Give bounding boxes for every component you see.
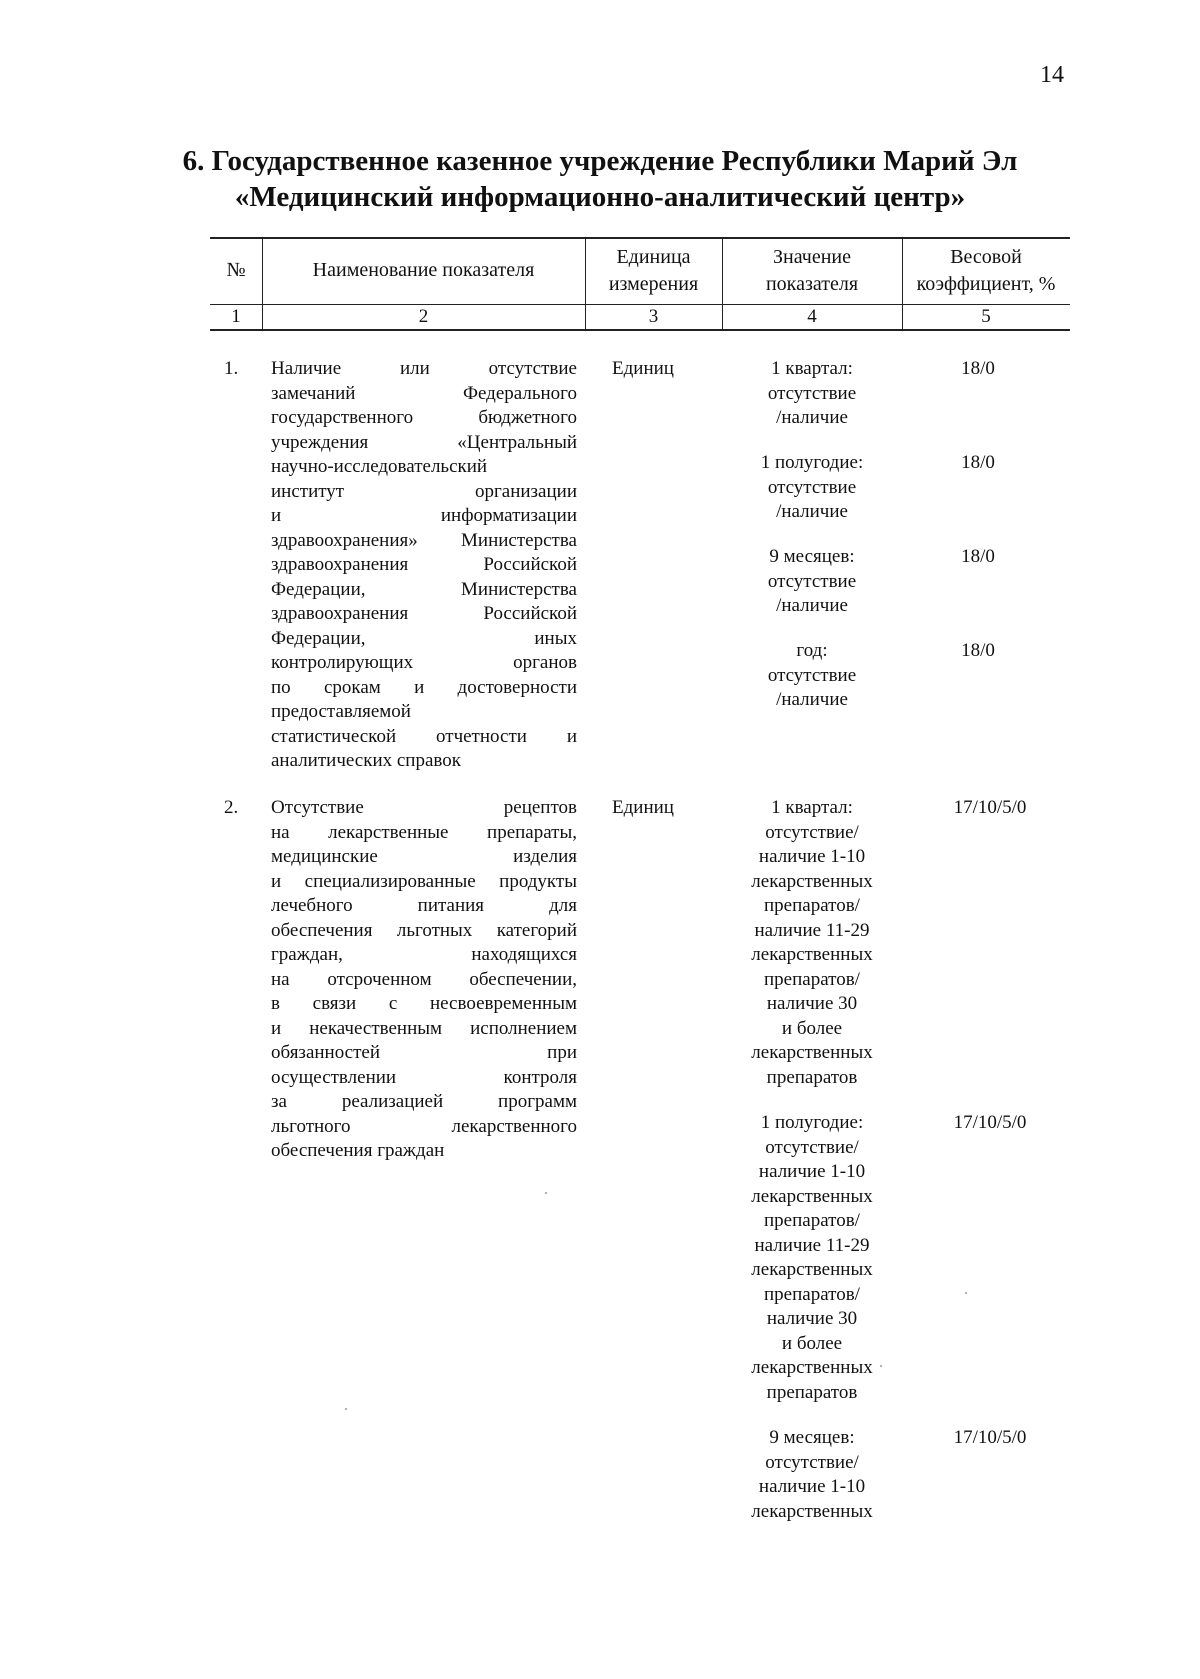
indicator-name-line: на лекарственные препараты, bbox=[271, 821, 577, 843]
page-number: 14 bbox=[1040, 62, 1064, 88]
header-weight-line-2: коэффициент, % bbox=[916, 273, 1056, 295]
period-value-line: препаратов/ bbox=[764, 1210, 860, 1231]
col-number: 5 bbox=[981, 306, 991, 327]
period-value-line: отсутствие bbox=[767, 476, 857, 498]
indicator-name-line: обеспечения льготных категорий bbox=[271, 919, 577, 941]
period-value-line: препаратов/ bbox=[764, 1283, 860, 1305]
row-2-weight: 17/10/5/0 bbox=[953, 1427, 1027, 1448]
scan-speck bbox=[545, 1192, 547, 1194]
row-1-weight: 18/0 bbox=[961, 358, 995, 379]
period-value-line: 1 квартал: bbox=[771, 358, 853, 379]
indicator-name-line: на отсроченном обеспечении, bbox=[271, 968, 577, 990]
period-value-line: /наличие bbox=[776, 501, 848, 522]
header-unit-line-1: Единица bbox=[616, 246, 691, 268]
period-block bbox=[722, 545, 902, 619]
scan-speck bbox=[965, 1292, 967, 1294]
period-value-line: отсутствие/ bbox=[765, 1451, 859, 1473]
row-2-weight: 17/10/5/0 bbox=[953, 797, 1027, 818]
indicator-name-line: замечаний Федерального bbox=[271, 382, 577, 404]
period-value-line: 9 месяцев: bbox=[769, 1427, 855, 1448]
col-number: 1 bbox=[231, 306, 241, 327]
period-block bbox=[722, 1426, 902, 1524]
row-1-name bbox=[271, 357, 577, 774]
indicator-name-line: и специализированные продукты bbox=[271, 870, 577, 892]
indicator-name-line: Отсутствие рецептов bbox=[271, 797, 577, 818]
period-value-line: /наличие bbox=[776, 689, 848, 710]
row-1-unit: Единиц bbox=[612, 358, 674, 379]
header-unit bbox=[585, 244, 722, 298]
header-weight bbox=[902, 244, 1070, 298]
row-1-values bbox=[722, 357, 902, 713]
indicator-name-line: здравоохранения» Министерства bbox=[271, 529, 577, 551]
period-value-line: отсутствие bbox=[767, 570, 857, 592]
period-value-line: наличие 11-29 bbox=[754, 919, 870, 941]
row-2-weight: 17/10/5/0 bbox=[953, 1112, 1027, 1133]
col-number: 2 bbox=[418, 306, 429, 327]
period-value-line: лекарственных bbox=[751, 1500, 873, 1522]
period-value-line: отсутствие bbox=[767, 382, 857, 404]
indicator-name-line: Наличие или отсутствие bbox=[271, 358, 577, 379]
indicator-name-line: аналитических справок bbox=[271, 750, 461, 771]
col-number: 4 bbox=[807, 306, 817, 327]
indicator-name-line: контролирующих органов bbox=[271, 652, 577, 673]
indicator-name-line: лечебного питания для bbox=[271, 895, 577, 916]
period-value-line: /наличие bbox=[776, 407, 848, 428]
scan-speck bbox=[345, 1408, 347, 1410]
period-value-line: 1 полугодие: bbox=[760, 1112, 864, 1133]
period-value-line: лекарственных bbox=[751, 1357, 873, 1378]
period-value-line: лекарственных bbox=[751, 1042, 873, 1063]
row-1-weight: 18/0 bbox=[961, 640, 995, 661]
period-value-line: лекарственных bbox=[751, 870, 873, 892]
period-value-line: 1 полугодие: bbox=[760, 452, 864, 473]
period-value-line: наличие 30 bbox=[766, 1308, 858, 1329]
row-2-name bbox=[271, 796, 577, 1164]
period-block bbox=[722, 451, 902, 525]
header-name bbox=[262, 257, 585, 284]
period-value-line: наличие 1-10 bbox=[758, 846, 866, 867]
indicator-name-line: медицинские изделия bbox=[271, 846, 577, 867]
indicator-name-line: здравоохранения Российской bbox=[271, 603, 577, 624]
row-1-weight: 18/0 bbox=[961, 546, 995, 567]
indicator-name-line: осуществлении контроля bbox=[271, 1066, 577, 1088]
indicator-name-line: здравоохранения Российской bbox=[271, 554, 577, 575]
table-colnum-rule bbox=[210, 329, 1070, 331]
period-value-line: отсутствие bbox=[767, 664, 857, 686]
indicator-name-line: за реализацией программ bbox=[271, 1091, 577, 1112]
period-value-line: лекарственных bbox=[751, 1259, 873, 1280]
header-value-line-2: показателя bbox=[765, 273, 859, 295]
period-value-line: наличие 11-29 bbox=[754, 1234, 870, 1256]
header-unit-line-2: измерения bbox=[608, 273, 699, 295]
period-value-line: год: bbox=[796, 640, 828, 661]
header-value-line-1: Значение bbox=[772, 246, 852, 268]
period-value-line: 9 месяцев: bbox=[769, 546, 855, 567]
header-weight-line-1: Весовой bbox=[950, 246, 1022, 268]
document-title bbox=[0, 143, 1200, 215]
indicator-name-line: обеспечения граждан bbox=[271, 1140, 445, 1161]
row-2-values bbox=[722, 796, 902, 1524]
row-2-num: 2. bbox=[224, 797, 239, 818]
period-block bbox=[722, 1111, 902, 1405]
period-value-line: отсутствие/ bbox=[765, 821, 859, 843]
scan-speck bbox=[880, 1365, 882, 1367]
period-value-line: лекарственных bbox=[751, 1185, 873, 1207]
period-value-line: лекарственных bbox=[751, 944, 873, 965]
period-value-line: и более bbox=[781, 1017, 843, 1039]
period-value-line: препаратов bbox=[766, 1381, 858, 1403]
period-value-line: 1 квартал: bbox=[771, 797, 853, 818]
title-line-1: 6. Государственное казенное учреждение Республики Марий Эл bbox=[182, 145, 1018, 177]
header-num bbox=[210, 257, 262, 284]
period-value-line: и более bbox=[781, 1332, 843, 1354]
indicator-name-line: статистической отчетности и bbox=[271, 725, 577, 747]
period-value-line: /наличие bbox=[776, 595, 848, 616]
header-value bbox=[722, 244, 902, 298]
indicator-name-line: предоставляемой bbox=[271, 701, 411, 722]
indicator-name-line: Федерации, Министерства bbox=[271, 578, 577, 600]
period-value-line: наличие 30 bbox=[766, 993, 858, 1014]
period-value-line: препаратов/ bbox=[764, 968, 860, 990]
indicator-name-line: институт организации bbox=[271, 480, 577, 502]
period-block bbox=[722, 639, 902, 713]
indicator-name-line: государственного бюджетного bbox=[271, 407, 577, 428]
period-value-line: препаратов bbox=[766, 1066, 858, 1088]
row-1-num: 1. bbox=[224, 358, 239, 379]
indicator-name-line: обязанностей при bbox=[271, 1042, 577, 1063]
indicator-name-line: льготного лекарственного bbox=[271, 1115, 577, 1137]
row-2-unit: Единиц bbox=[612, 797, 674, 818]
indicator-name-line: Федерации, иных bbox=[271, 627, 577, 649]
period-value-line: наличие 1-10 bbox=[758, 1476, 866, 1497]
indicator-name-line: научно-исследовательский bbox=[271, 456, 488, 477]
col-number: 3 bbox=[648, 306, 659, 327]
row-1-weight: 18/0 bbox=[961, 452, 995, 473]
period-value-line: наличие 1-10 bbox=[758, 1161, 866, 1182]
title-line-2: «Медицинский информационно-аналитический центр» bbox=[234, 181, 966, 213]
table-top-rule bbox=[210, 237, 1070, 239]
indicator-name-line: и некачественным исполнением bbox=[271, 1017, 577, 1039]
period-value-line: препаратов/ bbox=[764, 895, 860, 916]
period-block bbox=[722, 357, 902, 431]
indicator-name-line: учреждения «Центральный bbox=[271, 431, 577, 453]
indicator-name-line: и информатизации bbox=[271, 505, 577, 526]
header-name-label: Наименование показателя bbox=[312, 259, 535, 281]
period-block bbox=[722, 796, 902, 1090]
indicator-name-line: по срокам и достоверности bbox=[271, 676, 577, 698]
indicator-name-line: граждан, находящихся bbox=[271, 944, 577, 965]
header-num-label: № bbox=[226, 259, 246, 281]
period-value-line: отсутствие/ bbox=[765, 1136, 859, 1158]
indicator-name-line: в связи с несвоевременным bbox=[271, 993, 577, 1014]
